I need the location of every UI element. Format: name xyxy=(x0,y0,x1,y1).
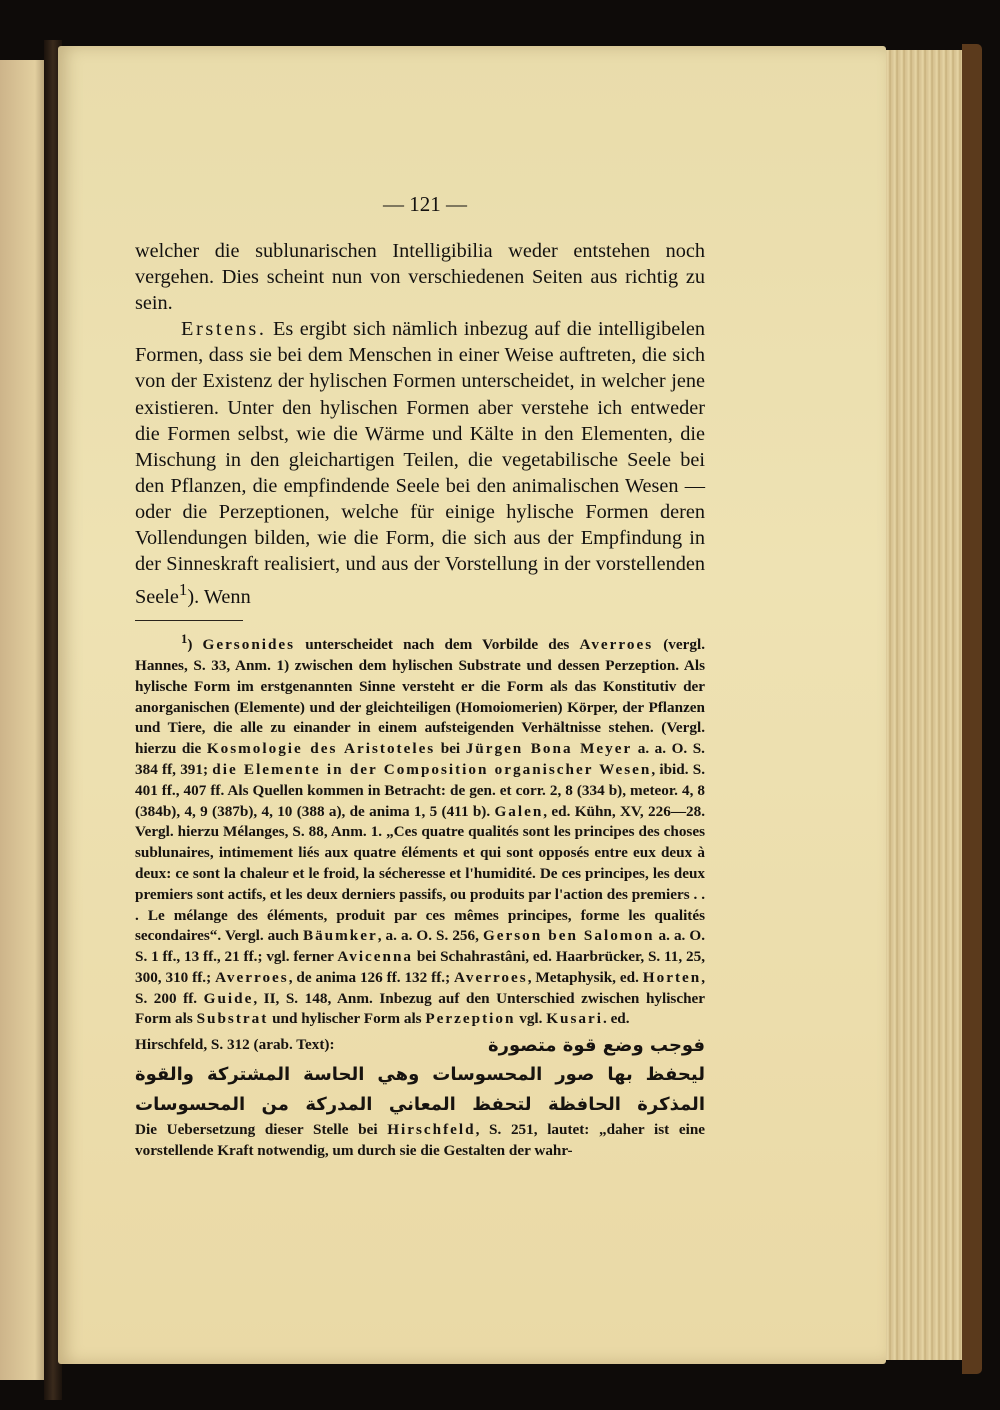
arabic-text-1: فوجب وضع قوة متصورة xyxy=(488,1034,705,1056)
footnote-1 xyxy=(135,629,705,1030)
page-number: — 121 — xyxy=(383,192,467,216)
fn-text: bei xyxy=(435,740,466,758)
fn-name-averroes: Averroes xyxy=(579,636,654,654)
paragraph-2-end: ). Wenn xyxy=(187,585,251,608)
left-page-edge xyxy=(0,60,50,1380)
fn-name-avicenna: Avicenna xyxy=(337,948,414,966)
fn-name-gerson-ben-salomon: Gerson ben Salomon xyxy=(482,927,655,945)
arabic-text-3: المذكرة الحافظة لتحفظ المعاني المدركة من المحسوسات xyxy=(135,1094,705,1116)
translation-text: , S. 251, lautet: „daher ist eine vorstellende Kraft notwendig, um durch sie die Gestalten der wahr- xyxy=(135,1121,706,1160)
fn-text: , Metaphysik, ed. xyxy=(527,968,643,986)
translation-name-hirschfeld: Hirschfeld xyxy=(387,1121,476,1139)
fn-title-kusari: Kusari xyxy=(546,1010,603,1028)
fn-text: a. a. O. S. 1 ff., 13 ff., 21 ff.; vgl. ferner xyxy=(135,927,705,966)
arabic-text-2: ليحفظ بها صور المحسوسات وهي الحاسة المشتركة والقوة xyxy=(135,1064,705,1086)
fn-name-averroes-2: Averroes xyxy=(215,968,289,986)
fn-text: bei Schahrastâni, ed. Haarbrücker, S. 11, 25, 300, 310 ff.; xyxy=(135,948,706,986)
fn-name-meyer: Jürgen Bona Meyer xyxy=(465,740,633,758)
fn-text: vgl. xyxy=(515,1010,547,1028)
emphasis-erstens: Erstens. xyxy=(181,318,267,341)
paragraph-2-text: Es ergibt sich nämlich inbezug auf die intelligibelen Formen, dass sie bei dem Menschen in einer Weise auftreten, die sich von der Existenz der hylischen Formen unterscheidet, in welcher jene existieren. Unter den hylischen Formen aber verstehe ich entweder die Formen selbst, wie die Wärme und Kälte in den Elementen, die Mischung in den gleichartigen Teilen, die vegetabilische Seele bei den Pflanzen, die empfindende Seele bei den animalischen Wesen — oder die Perzeptionen, welche für einige hylische Formen deren Vollendungen bilden, wie die Form, die sich aus der Empfindung in der Sinneskraft realisiert, und aus der Vorstellung in der vorstellenden Seele xyxy=(135,318,705,608)
book-cover-edge xyxy=(962,44,982,1374)
arabic-reference-label: Hirschfeld, S. 312 (arab. Text): xyxy=(135,1036,335,1054)
body-paragraph-1: welcher die sublunarischen Intelligibilia weder entstehen noch vergehen. Dies scheint nun von verschiedenen Seiten aus richtig zu sein. xyxy=(135,240,705,315)
fn-name-baeumker: Bäumker xyxy=(302,927,378,945)
fn-text: und hylischer Form als xyxy=(268,1010,426,1028)
fn-term-perzeption: Perzeption xyxy=(425,1010,516,1028)
fn-text: , ibid. S. 401 ff., 407 ff. Als Quellen kommen in Betracht: de gen. et corr. 2, 8 (334 b), meteor. 4, 8 (384b), 4, 9 (387b), 4, 10 (388 a), de anima 1, 5 (411 b). xyxy=(135,760,705,820)
fn-text: , ed. Kühn, XV, 226—28. Vergl. hierzu Mélanges, S. 88, Anm. 1. „Ces quatre qualités sont les principes des choses sublunaires, intimement liés aux quatre éléments et qui sont opposés entre eux deux à deux: ce sont la chaleur et le froid, la sécheresse et l'humidité. De ces principes, les deux premiers sont actifs, et les deux derniers passifs, ou produits par l'action des premiers . . . Le mélange des éléments, produit par ces mêmes principes, forme les qualités secondaires“. Vergl. auch xyxy=(135,802,705,945)
fn-text: , de anima 126 ff. 132 ff.; xyxy=(288,968,455,986)
fn-text: a. a. O. S. 384 ff, 391; xyxy=(135,740,705,778)
fn-name-galen: Galen xyxy=(494,802,544,820)
arabic-reference-line xyxy=(135,1030,705,1060)
body-paragraph-2 xyxy=(135,316,705,610)
fn-title-elemente: die Elemente in der Composition organischer Wesen xyxy=(212,760,652,778)
translation-note xyxy=(135,1120,705,1162)
fn-text: , a. a. O. S. 256, xyxy=(377,927,483,945)
fn-name-horten: Horten xyxy=(642,968,702,986)
page-text-block xyxy=(135,192,705,1162)
fn-text: . ed. xyxy=(602,1010,630,1028)
fn-name-averroes-3: Averroes xyxy=(454,968,528,986)
footnote-marker: 1 xyxy=(181,632,188,647)
page-stack-edge xyxy=(878,50,970,1360)
fn-text: (vergl. Hannes, S. 33, Anm. 1) zwischen dem hylischen Substrate und dessen Perzeption. Als hylische Form im erstgenannten Sinne versteht er die Form als das Konstitutiv der anorganischen (Elemente) und der gleichteiligen (Homoiomerien) Körper, der Pflanzen und Tiere, die alle zu einander in einem aufsteigenden Verhältnisse stehen. (Vergl. hierzu die xyxy=(135,636,705,758)
translation-lead: Die Uebersetzung dieser Stelle bei xyxy=(135,1121,388,1139)
fn-text: unterscheidet nach dem Vorbilde des xyxy=(295,636,580,654)
fn-text: ) xyxy=(187,636,203,654)
fn-name-gersonides: Gersonides xyxy=(202,636,296,654)
fn-text: , II, S. 148, Anm. Inbezug auf den Unterschied zwischen hylischer Form als xyxy=(135,989,705,1028)
footnote-reference: 1 xyxy=(178,580,188,600)
fn-title-kosmologie: Kosmologie des Aristoteles xyxy=(206,740,436,758)
footnote-divider xyxy=(135,620,243,621)
fn-title-guide: Guide xyxy=(203,989,254,1007)
fn-term-substrat: Substrat xyxy=(196,1010,269,1028)
fn-text: , S. 200 ff. xyxy=(135,968,705,1007)
